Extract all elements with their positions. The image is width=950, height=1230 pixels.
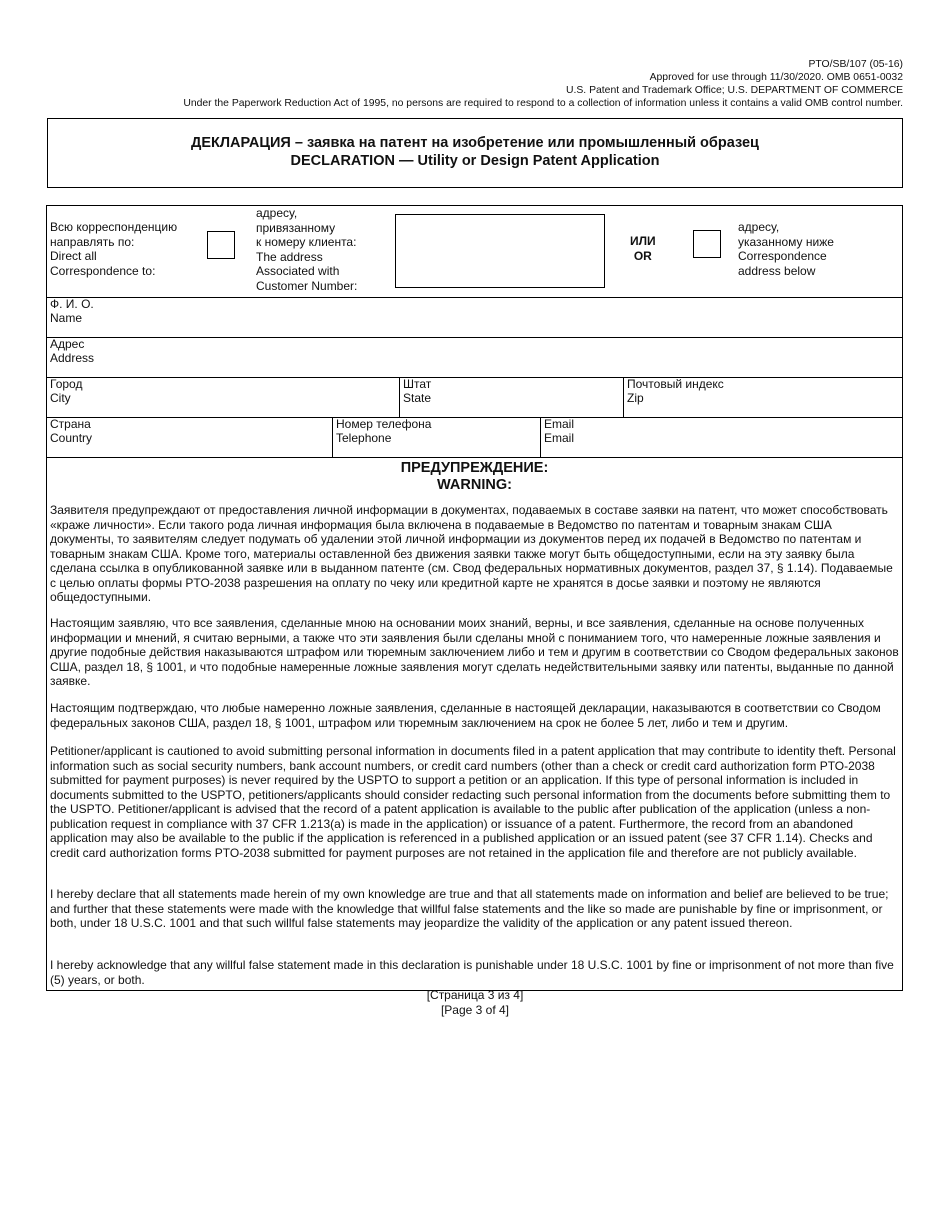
warning-paragraph-en-1: Petitioner/applicant is cautioned to avoid submitting personal information in documents filed in a patent application that may contribute to identity theft. Personal information such as social security numbers, bank account numbers, or credit card numbers (other than a check or credit card authorization form PTO-2038 submitted for payment purposes) is never required by the USPTO to support a petition or an application. If this type of personal information is included in documents submitted to the USPTO, petitioners/applicants should consider redacting such personal information from the documents before submitting them to the USPTO. Petitioner/applicant is advised that the record of a patent application is available to the public after publication of the application (unless a non-publication request in compliance with 37 CFR 1.213(a) is made in the application) or issuance of a patent. Furthermore, the record from an abandoned application may also be available to the public if the application is referenced in a published application or an issued patent (see 37 CFR 1.14). Checks and credit card authorization forms PTO-2038 submitted for payment purposes are not retained in the application file and therefore are not publicly available. [50, 744, 896, 860]
email-field[interactable] [540, 418, 902, 457]
direct-en-1: Direct all [50, 249, 97, 263]
warning-paragraph-en-2: I hereby declare that all statements made herein of my own knowledge are true and that all statements made on information and belief are believed to be true; and further that these statements were made with the knowledge that willful false statements and the like so made are punishable by fine or imprisonment, or both, under 18 U.S.C. 1001 and that such willful false statements may jeopardize the validity of the application or any patent issued thereon. [50, 887, 889, 930]
agency-line: U.S. Patent and Trademark Office; U.S. DEPARTMENT OF COMMERCE [565, 85, 903, 96]
cust-en-3: Customer Number: [256, 278, 358, 293]
below-ru-2: указанному ниже [738, 234, 834, 249]
address-label [50, 337, 94, 365]
phone-ru: Номер телефона [336, 417, 432, 431]
warning-head-ru: ПРЕДУПРЕЖДЕНИЕ: [400, 460, 549, 476]
telephone-field[interactable] [332, 418, 540, 457]
title-ru: ДЕКЛАРАЦИЯ – заявка на патент на изобретение или промышленный образец [191, 135, 759, 151]
customer-number-input[interactable] [395, 214, 605, 288]
address-below-checkbox[interactable] [693, 230, 721, 258]
name-en: Name [50, 311, 83, 325]
correspondence-row [47, 206, 902, 298]
warning-heading [47, 460, 902, 494]
cust-ru-2: привязанному [256, 220, 336, 235]
state-field[interactable] [399, 378, 623, 417]
address-below-label [738, 220, 834, 278]
warning-head-en: WARNING: [437, 477, 512, 493]
address-ru: Адрес [50, 337, 85, 351]
name-row[interactable] [47, 298, 902, 338]
country-phone-email-row [47, 418, 902, 458]
declaration-form [46, 205, 903, 991]
warning-paragraph-ru-3: Настоящим подтверждаю, что любые намеренно ложные заявления, сделанные в настоящей декларации, наказываются в соответствии со Сводом федеральных законов США, раздел 18, § 1001, штрафом или тюремным заключением на срок не более 5 лет, либо и тем и другим. [50, 701, 881, 730]
address-en: Address [50, 351, 95, 365]
or-label [630, 234, 656, 263]
warning-paragraph-ru-2: Настоящим заявляю, что все заявления, сделанные мною на основании моих знаний, верны, и все заявления, сделанные на основе полученных информации и мнений, я считаю верными, а также что эти заявления были сделаны мной с пониманием того, что намеренные ложные заявления и другие подобные действия наказываются штрафом или тюремным заключением либо и тем и другим в соответствии со Сводом федеральных законов США, раздел 18, § 1001, и что подобные намеренные ложные заявления могут сделать недействительными заявку или патенты, выданные по данной заявке. [50, 616, 899, 688]
email-ru: Email [544, 417, 575, 431]
country-en: Country [50, 431, 93, 445]
name-label [50, 297, 94, 325]
city-field[interactable] [47, 378, 399, 417]
or-en: OR [633, 248, 652, 263]
below-en-2: address below [738, 263, 816, 278]
below-ru-1: адресу, [738, 220, 780, 234]
paperwork-notice: Under the Paperwork Reduction Act of 1995, no persons are required to respond to a collection of information unless it contains a valid OMB control number. [183, 98, 903, 109]
cust-en-2: Associated with [256, 264, 340, 278]
state-ru: Штат [403, 377, 432, 391]
form-id: PTO/SB/107 (05-16) [808, 59, 903, 70]
email-en: Email [544, 431, 575, 445]
page-number-en: [Page 3 of 4] [440, 1002, 510, 1017]
city-en: City [50, 391, 71, 405]
zip-en: Zip [627, 391, 644, 405]
cust-ru-3: к номеру клиента: [256, 235, 357, 249]
country-ru: Страна [50, 417, 91, 431]
warning-paragraph-en-3: I hereby acknowledge that any willful false statement made in this declaration is punishable under 18 U.S.C. 1001 by fine or imprisonment of not more than five (5) years, or both. [50, 958, 894, 987]
city-state-zip-row [47, 378, 902, 418]
cust-en-1: The address [256, 249, 323, 264]
title-en: DECLARATION — Utility or Design Patent Application [290, 153, 660, 169]
title-box [47, 118, 903, 188]
country-field[interactable] [47, 418, 332, 457]
zip-field[interactable] [623, 378, 902, 417]
zip-ru: Почтовый индекс [627, 377, 724, 391]
direct-ru-1: Всю корреспонденцию [50, 220, 178, 234]
state-en: State [403, 391, 432, 405]
customer-address-label [256, 206, 357, 293]
direct-ru-2: направлять по: [50, 234, 135, 249]
address-row[interactable] [47, 338, 902, 378]
phone-en: Telephone [336, 431, 392, 445]
direct-correspondence-label [50, 220, 177, 278]
customer-number-checkbox[interactable] [207, 231, 235, 259]
omb-approval: Approved for use through 11/30/2020. OMB 0651-0032 [649, 72, 903, 83]
name-ru: Ф. И. О. [50, 297, 94, 311]
or-ru: ИЛИ [630, 234, 656, 248]
page-footer [0, 988, 950, 1017]
below-en-1: Correspondence [738, 249, 827, 263]
form-header [183, 58, 903, 110]
warning-paragraph-ru-1: Заявителя предупреждают от предоставления личной информации в документах, подаваемых в составе заявки на патент, что может способствовать «краже личности». Если такого рода личная информация была включена в подаваемые в Ведомство по патентам и товарным знакам США документы, то заявителям следует подумать об удалении этой личной информации из документов перед их подачей в Ведомство по патентам и товарным знакам США. Кроме того, материалы оставленной без движения заявки также могут быть общедоступными, если на эту заявку была сделана ссылка в опубликованной заявке или в выданном патенте (см. Свод федеральных нормативных документов, раздел 37, § 1.14). Подаваемые с целью оплаты формы PTO-2038 разрешения на оплату по чеку или кредитной карте не хранятся в досье заявки и поэтому не являются общедоступными. [50, 503, 893, 604]
direct-en-2: Correspondence to: [50, 263, 156, 278]
cust-ru-1: адресу, [256, 206, 298, 220]
city-ru: Город [50, 377, 83, 391]
page-number-ru: [Страница 3 из 4] [426, 988, 524, 1002]
